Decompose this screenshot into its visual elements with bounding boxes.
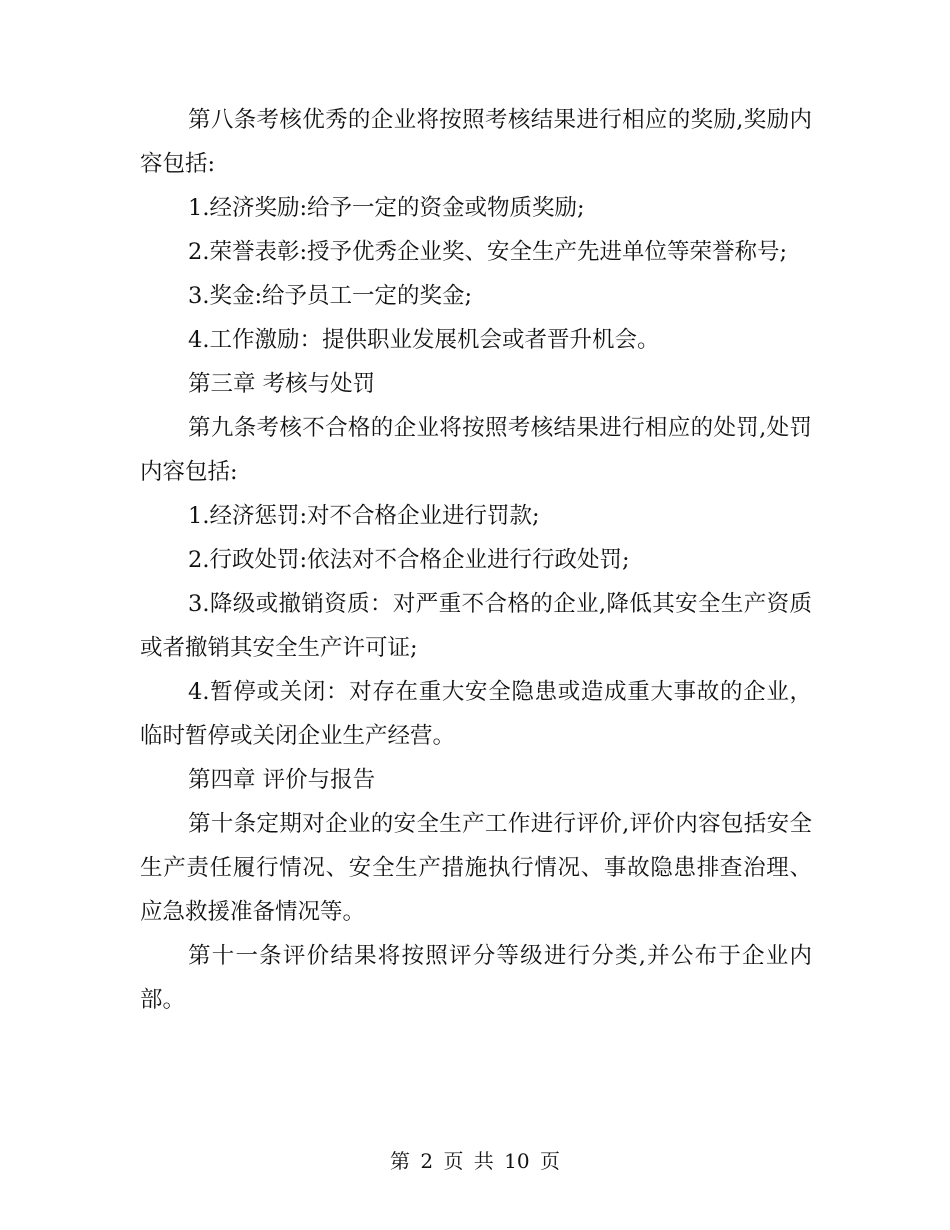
list-item-economic-penalty: 1.经济惩罚:对不合格企业进行罚款; [188, 503, 540, 529]
paragraph-article-9: 第九条考核不合格的企业将按照考核结果进行相应的处罚,处罚内容包括: [140, 415, 812, 485]
list-item-downgrade-revoke: 3.降级或撤销资质：对严重不合格的企业,降低其安全生产资质或者撤销其安全生产许可证; [140, 591, 812, 661]
list-item-economic-reward: 1.经济奖励:给予一定的资金或物质奖励; [188, 195, 585, 221]
list-item-honor-commendation: 2.荣誉表彰:授予优秀企业奖、安全生产先进单位等荣誉称号; [188, 239, 788, 265]
page-number-footer: 第 2 页 共 10 页 [390, 1149, 560, 1173]
list-item-work-incentive: 4.工作激励：提供职业发展机会或者晋升机会。 [188, 327, 660, 353]
document-body [140, 98, 812, 1022]
paragraph-article-10: 第十条定期对企业的安全生产工作进行评价,评价内容包括安全生产责任履行情况、安全生产措施执行情况、事故隐患排查治理、应急救援准备情况等。 [140, 811, 812, 925]
paragraph-article-11: 第十一条评价结果将按照评分等级进行分类,并公布于企业内部。 [140, 943, 812, 1013]
paragraph-article-8: 第八条考核优秀的企业将按照考核结果进行相应的奖励,奖励内容包括: [140, 107, 812, 177]
list-item-suspend-close: 4.暂停或关闭：对存在重大安全隐患或造成重大事故的企业，临时暂停或关闭企业生产经营。 [140, 679, 812, 749]
chapter-heading-4: 第四章 评价与报告 [188, 767, 376, 793]
list-item-administrative-penalty: 2.行政处罚:依法对不合格企业进行行政处罚; [188, 547, 630, 573]
chapter-heading-3: 第三章 考核与处罚 [188, 371, 376, 397]
list-item-bonus: 3.奖金:给予员工一定的奖金; [188, 283, 473, 309]
